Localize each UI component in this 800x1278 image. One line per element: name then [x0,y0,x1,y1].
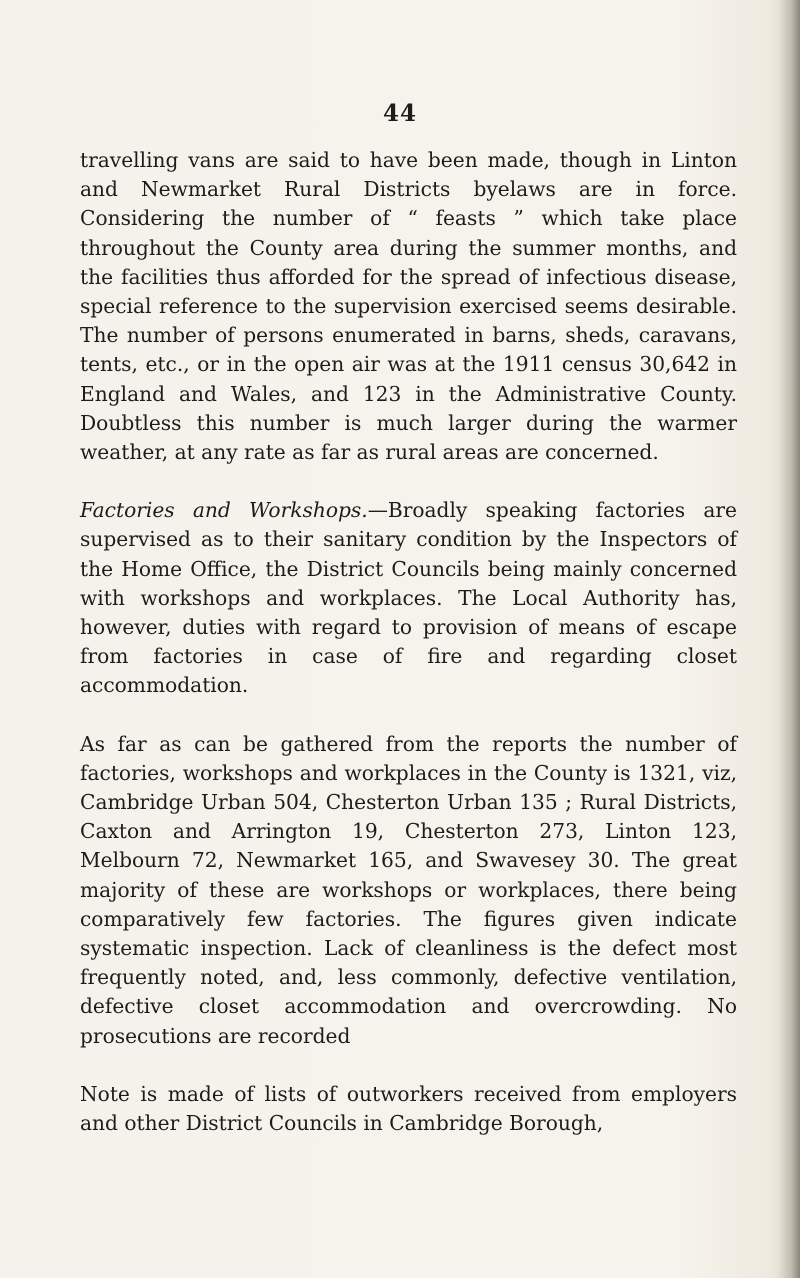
paragraph-text: —Broadly speaking factories are supervised as to their sanitary condition by the Inspectors of the Home Office, the District Councils being mainly concerned with workshops and workplaces. The Local Authority has, however, duties with regard to provision of means of escape from factories in case of fire and regarding closet accommodation. [80,498,737,698]
page-number: 44 [382,100,417,127]
paragraph-workplace-counts [80,730,737,1051]
section-heading: Factories and Workshops. [80,498,368,523]
paragraph-travelling-vans [80,146,737,467]
paragraph-text: As far as can be gathered from the reports the number of factories, workshops and workplaces in the County is 1321, viz, Cambridge Urban 504, Chesterton Urban 135 ; Rural Districts, Caxton and Arrington 19, Chesterton 273, Linton 123, Melbourn 72, Newmarket 165, and Swavesey 30. The great majority of these are workshops or workplaces, there being comparatively few factories. The figures given indicate systematic inspection. Lack of cleanliness is the defect most frequently noted, and, less commonly, defective ventilation, defective closet accommodation and overcrowding. No prosecutions are recorded [80,731,737,1048]
paragraph-factories-workshops [80,496,737,700]
paragraph-text: travelling vans are said to have been made, though in Linton and Newmarket Rural Districts byelaws are in force. Considering the number of “ feasts ” which take place throughout the County area during the summer months, and the facilities thus afforded for the spread of infectious disease, special reference to the supervision exercised seems desirable. The number of persons enumerated in barns, sheds, caravans, tents, etc., or in the open air was at the 1911 census 30,642 in England and Wales, and 123 in the Administrative County. Doubtless this number is much larger during the warmer weather, at any rate as far as rural areas are concerned. [80,148,737,465]
paragraph-outworkers [80,1080,737,1138]
page-edge-shadow [778,0,800,1278]
paragraph-text: Note is made of lists of outworkers received from employers and other District Councils in Cambridge Borough, [80,1081,737,1136]
body-text [80,146,737,1138]
